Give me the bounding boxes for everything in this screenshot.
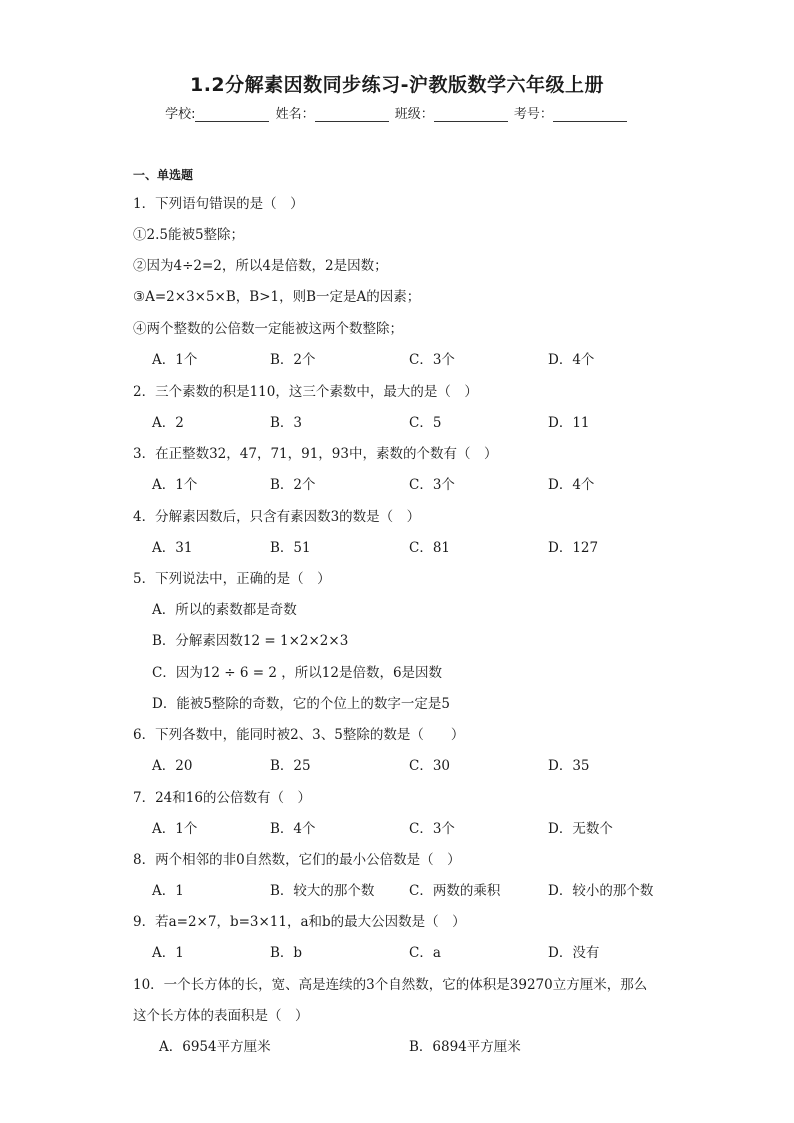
class-label: 班级： <box>394 107 434 122</box>
exam-number-label: 考号： <box>513 107 553 122</box>
name-blank[interactable] <box>315 107 389 122</box>
option-b: B．51 <box>270 540 311 556</box>
student-info-line <box>0 103 794 122</box>
section-heading: 一、单选题 <box>133 168 194 182</box>
option-a: A．2 <box>152 415 184 431</box>
option-b: B．25 <box>270 758 311 774</box>
option-a: A．1 <box>152 883 184 899</box>
question-stem: 2．三个素数的积是110，这三个素数中，最大的是（ ） <box>133 384 478 400</box>
option-d: D．4个 <box>548 477 595 493</box>
question-stem: 5．下列说法中，正确的是（ ） <box>133 571 331 587</box>
option-d: D．没有 <box>548 945 600 961</box>
option-b: B．4个 <box>270 821 316 837</box>
question-stem: 7．24和16的公倍数有（ ） <box>133 790 311 806</box>
page-title: 1.2分解素因数同步练习-沪教版数学六年级上册 <box>189 74 605 96</box>
option-b: B．2个 <box>270 477 316 493</box>
option-c: C．a <box>409 945 441 961</box>
question-stem: 4．分解素因数后，只含有素因数3的数是（ ） <box>133 509 421 525</box>
option-d: D．无数个 <box>548 821 613 837</box>
option-c: C．3个 <box>409 477 455 493</box>
question-statement: ①2.5能被5整除； <box>133 227 245 243</box>
question-statement: ③A=2×3×5×B，B>1，则B一定是A的因素； <box>133 289 421 305</box>
question-stem: 1．下列语句错误的是（ ） <box>133 196 304 212</box>
option-d: D．较小的那个数 <box>548 883 654 899</box>
question-stem: 8．两个相邻的非0自然数，它们的最小公倍数是（ ） <box>133 852 461 868</box>
option-c: C．3个 <box>409 352 455 368</box>
option-a: A．31 <box>152 540 193 556</box>
school-label: 学校: <box>165 107 196 122</box>
option-c: C．5 <box>409 415 442 431</box>
option-c: C．两数的乘积 <box>409 883 501 899</box>
option-b: B．较大的那个数 <box>270 883 375 899</box>
option-a: A．所以的素数都是奇数 <box>152 602 297 618</box>
option-c: C．81 <box>409 540 451 556</box>
option-c: C．30 <box>409 758 451 774</box>
option-a: A．1 <box>152 945 184 961</box>
option-b: B．6894平方厘米 <box>409 1039 521 1055</box>
class-blank[interactable] <box>434 107 508 122</box>
option-d: D．4个 <box>548 352 595 368</box>
question-stem: 6．下列各数中，能同时被2、3、5整除的数是（ ） <box>133 727 465 743</box>
option-a: A．1个 <box>152 477 198 493</box>
question-stem: 9．若a=2×7，b=3×11，a和b的最大公因数是（ ） <box>133 914 466 930</box>
option-c: C．因为12 ÷ 6 = 2 ，所以12是倍数，6是因数 <box>152 665 443 681</box>
option-b: B．3 <box>270 415 303 431</box>
question-stem: 3．在正整数32，47，71，91，93中，素数的个数有（ ） <box>133 446 498 462</box>
option-d: D．127 <box>548 540 599 556</box>
question-stem: 10．一个长方体的长，宽、高是连续的3个自然数，它的体积是39270立方厘米，那么 <box>133 977 648 993</box>
option-b: B．2个 <box>270 352 316 368</box>
option-a: A．6954平方厘米 <box>159 1039 271 1055</box>
option-c: C．3个 <box>409 821 455 837</box>
option-d: D．能被5整除的奇数，它的个位上的数字一定是5 <box>152 696 451 712</box>
school-blank[interactable] <box>195 107 269 122</box>
option-a: A．1个 <box>152 352 198 368</box>
option-b: B．b <box>270 945 303 961</box>
question-statement: ②因为4÷2=2，所以4是倍数，2是因数； <box>133 258 388 274</box>
option-b: B．分解素因数12 = 1×2×2×3 <box>152 633 349 649</box>
option-d: D．35 <box>548 758 590 774</box>
option-a: A．20 <box>152 758 193 774</box>
name-label: 姓名： <box>275 107 315 122</box>
option-a: A．1个 <box>152 821 198 837</box>
option-d: D．11 <box>548 415 590 431</box>
question-stem-continued: 这个长方体的表面积是（ ） <box>133 1008 309 1024</box>
exam-number-blank[interactable] <box>553 107 627 122</box>
question-statement: ④两个整数的公倍数一定能被这两个数整除； <box>133 321 403 337</box>
